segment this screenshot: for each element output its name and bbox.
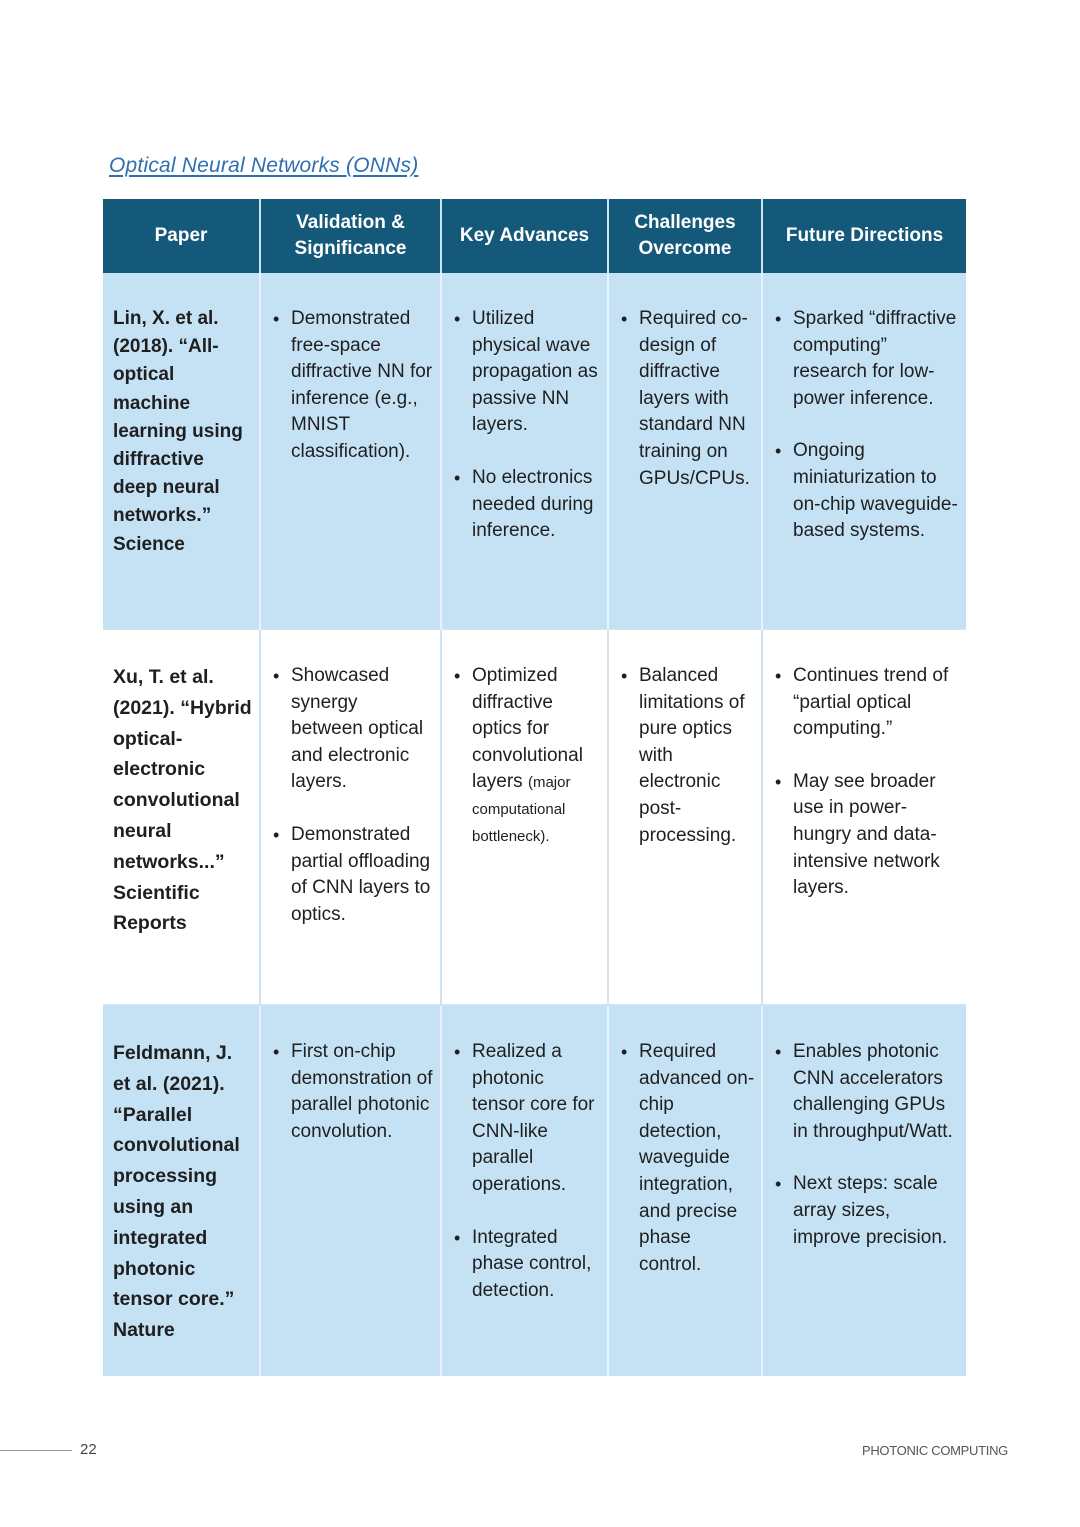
advances-main-text: Optimized diffractive optics for convolutional layers	[472, 665, 583, 793]
list-item: • Utilized physical wave propagation as passive NN layers.	[450, 306, 601, 439]
onn-table	[103, 199, 966, 1376]
paper-cell: Lin, X. et al. (2018). “All-optical machine learning using diffractive deep neural networks.” Science	[103, 273, 260, 629]
list-item: • Continues trend of “partial optical computing.”	[771, 663, 960, 743]
validation-cell	[260, 273, 441, 629]
table-row	[103, 1005, 966, 1376]
header-challenges: Challenges Overcome	[608, 199, 762, 273]
header-paper: Paper	[103, 199, 260, 273]
paper-cell: Feldmann, J. et al. (2021). “Parallel convolutional processing using an integrated photonic tensor core.” Nature	[103, 1005, 260, 1376]
table-header-row	[103, 199, 966, 273]
advances-note: (major computational bottleneck).	[472, 774, 571, 845]
table-row	[103, 273, 966, 629]
advances-cell	[441, 1005, 608, 1376]
list-item: • Balanced limitations of pure optics with electronic post-processing.	[617, 663, 755, 849]
table-row	[103, 629, 966, 1005]
list-item: • Ongoing miniaturization to on-chip waveguide-based systems.	[771, 438, 960, 544]
future-cell	[762, 273, 966, 629]
paper-cell: Xu, T. et al. (2021). “Hybrid optical-electronic convolutional neural networks...” Scientific Reports	[103, 629, 260, 1005]
future-cell	[762, 629, 966, 1005]
list-item: • No electronics needed during inference.	[450, 465, 601, 545]
advances-cell	[441, 629, 608, 1005]
page-number: 22	[80, 1441, 97, 1458]
advances-cell	[441, 273, 608, 629]
challenges-cell	[608, 629, 762, 1005]
list-item: • Required co-design of diffractive layers with standard NN training on GPUs/CPUs.	[617, 306, 755, 492]
header-key-advances: Key Advances	[441, 199, 608, 273]
footer-rule	[0, 1450, 72, 1451]
list-item: • Integrated phase control, detection.	[450, 1225, 601, 1305]
challenges-cell	[608, 1005, 762, 1376]
validation-cell	[260, 1005, 441, 1376]
list-item: • Demonstrated free-space diffractive NN for inference (e.g., MNIST classification).	[269, 306, 434, 466]
running-head: PHOTONIC COMPUTING	[861, 1443, 1008, 1458]
list-item: • Next steps: scale array sizes, improve precision.	[771, 1171, 960, 1251]
future-cell	[762, 1005, 966, 1376]
list-item: • Demonstrated partial offloading of CNN layers to optics.	[269, 822, 434, 928]
list-item: • Enables photonic CNN accelerators challenging GPUs in throughput/Watt.	[771, 1039, 960, 1145]
list-item: • Sparked “diffractive computing” research for low-power inference.	[771, 306, 960, 412]
list-item: • May see broader use in power-hungry and data-intensive network layers.	[771, 769, 960, 902]
list-item: • First on-chip demonstration of parallel photonic convolution.	[269, 1039, 434, 1145]
list-item: • Showcased synergy between optical and electronic layers.	[269, 663, 434, 796]
section-title: Optical Neural Networks (ONNs)	[109, 154, 419, 177]
list-item: • Realized a photonic tensor core for CNN-like parallel operations.	[450, 1039, 601, 1199]
header-future: Future Directions	[762, 199, 966, 273]
list-item	[450, 663, 601, 849]
list-item: • Required advanced on-chip detection, waveguide integration, and precise phase control.	[617, 1039, 755, 1278]
validation-cell	[260, 629, 441, 1005]
header-validation: Validation & Significance	[260, 199, 441, 273]
challenges-cell	[608, 273, 762, 629]
